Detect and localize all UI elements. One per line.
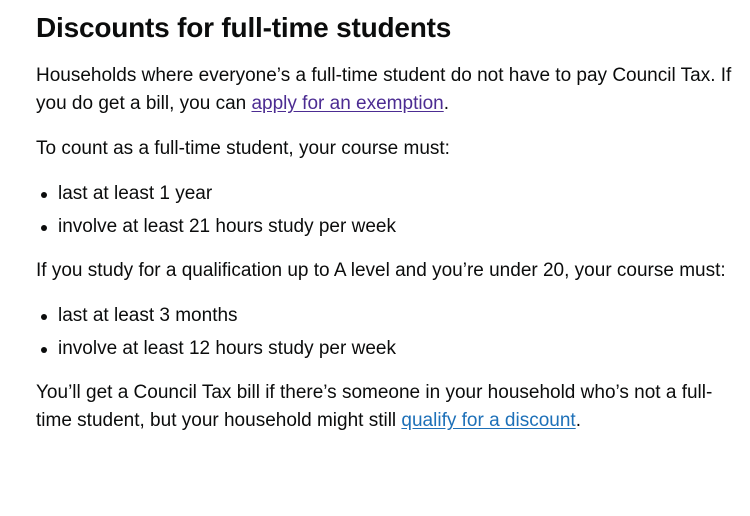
under-20-requirements-intro: If you study for a qualification up to A level and you’re under 20, your course must: (36, 260, 726, 281)
exemption-paragraph-end: . (443, 93, 449, 114)
exemption-paragraph (36, 62, 736, 118)
course-requirements-list (36, 180, 736, 241)
under-20-requirements-list (36, 302, 736, 363)
page-title: Discounts for full-time students (36, 12, 452, 43)
discount-paragraph (36, 379, 736, 435)
qualify-for-discount-link[interactable]: qualify for a discount (401, 410, 576, 431)
list-item: last at least 1 year (58, 180, 736, 208)
discount-paragraph-end: . (575, 410, 581, 431)
list-item: involve at least 12 hours study per week (58, 335, 736, 363)
list-item: involve at least 21 hours study per week (58, 213, 736, 241)
apply-for-exemption-link[interactable]: apply for an exemption (251, 93, 444, 114)
exemption-paragraph-text: Households where everyone’s a full-time student do not have to pay Council Tax. If you do get a bill, you can (36, 65, 732, 114)
course-requirements-intro: To count as a full-time student, your course must: (36, 138, 450, 159)
list-item: last at least 3 months (58, 302, 736, 330)
discount-paragraph-text: You’ll get a Council Tax bill if there’s someone in your household who’s not a full-time student, but your household might still (36, 382, 713, 431)
